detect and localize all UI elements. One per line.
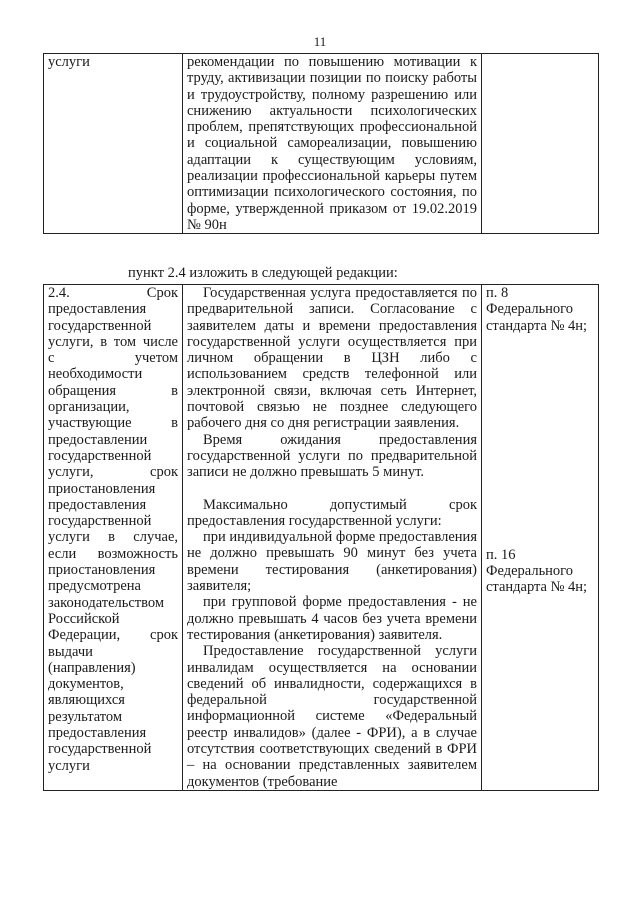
- paragraph: Максимально допустимый срок предоставления государственной услуги:: [187, 496, 477, 529]
- amendment-instruction: пункт 2.4 изложить в следующей редакции:: [128, 265, 398, 281]
- table2-col2: [183, 285, 482, 791]
- table1-col1: услуги: [44, 54, 183, 234]
- table2-col3: [482, 285, 599, 791]
- paragraph: при групповой форме предоставления - не должно превышать 4 часов без учета времени тестирования (анкетирования) заявителя.: [187, 594, 477, 643]
- page-number: 11: [313, 34, 327, 49]
- table-row: [44, 285, 599, 791]
- legal-reference: п. 8 Федерального стандарта № 4н;: [486, 285, 588, 334]
- paragraph: при индивидуальной форме предоставления не должно превышать 90 минут без учета времени тестирования (анкетирования) заявителя;: [187, 529, 477, 595]
- table-fragment-main: [43, 284, 599, 791]
- table-row: [44, 54, 599, 234]
- paragraph: Время ожидания предоставления государственной услуги по предварительной записи не должно превышать 5 минут.: [187, 431, 477, 481]
- table1-col2: рекомендации по повышению мотивации к труду, активизации позиции по поиску работы и трудоустройству, полному разрешению или снижению актуальности психологических проблем, препятствующих профессиональной и социальной самореализации, повышению адаптации к существующим условиям, реализации профессиональной карьеры путем оптимизации психологического состояния, по форме, утвержденной приказом от 19.02.2019 № 90н: [183, 54, 482, 234]
- paragraph: Предоставление государственной услуги инвалидам осуществляется на основании сведений об инвалидности, содержащихся в федеральной государственной информационной системе «Федеральный реестр инвалидов» (далее - ФРИ), а в случае отсутствия соответствующих сведений в ФРИ – на основании представленных заявителем документов (требование: [187, 643, 477, 790]
- table2-col1: 2.4. Срок предоставления государственной услуги, в том числе с учетом необходимости обращения в организации, участвующие в предоставлении государственной услуги, срок приостановления предоставления государственной услуги в случае, если возможность приостановления предусмотрена законодательством Российской Федерации, срок выдачи (направления) документов, являющихся результатом предоставления государственной услуги: [44, 285, 183, 791]
- table-fragment-top: [43, 53, 599, 234]
- table1-col3: [482, 54, 599, 234]
- legal-reference: п. 16 Федерального стандарта № 4н;: [486, 546, 588, 596]
- paragraph: Государственная услуга предоставляется по предварительной записи. Согласование с заявителем даты и времени предоставления государственной услуги осуществляется при личном обращении в ЦЗН либо с использованием средств телефонной или электронной связи, включая сеть Интернет, почтовой связью не позднее следующего рабочего дня со дня регистрации заявления.: [187, 285, 477, 432]
